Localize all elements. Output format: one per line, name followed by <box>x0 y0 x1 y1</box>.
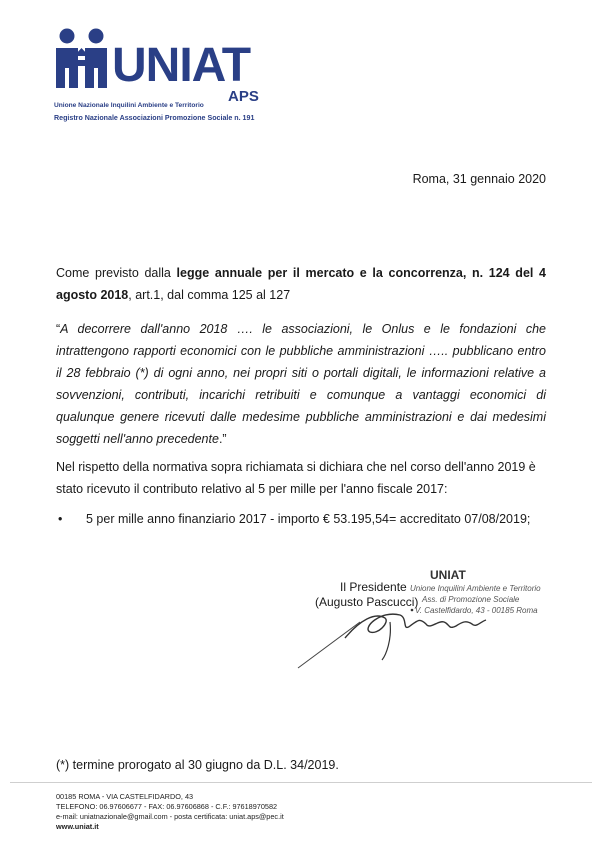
signature-block <box>290 560 540 670</box>
uniat-logo <box>52 26 312 122</box>
intro-text: Come previsto dalla <box>56 266 177 280</box>
brand-subtitle: Unione Nazionale Inquilini Ambiente e Territorio <box>54 102 204 109</box>
intro-text-end: , art.1, dal comma 125 al 127 <box>128 288 291 302</box>
letter-date: Roma, 31 gennaio 2020 <box>412 172 546 186</box>
law-quote <box>56 318 546 450</box>
footer-address: 00185 ROMA - VIA CASTELFIDARDO, 43 <box>56 792 194 801</box>
footer-phones: TELEFONO: 06.97606677 - FAX: 06.97606868 - C.F.: 97618970582 <box>56 802 278 811</box>
stamp-line: V. Castelfidardo, 43 - 00185 Roma <box>415 606 538 615</box>
people-house-logo-icon <box>52 26 112 96</box>
footer <box>56 792 284 832</box>
handwritten-signature-icon <box>290 560 540 670</box>
footer-divider <box>10 782 592 783</box>
quote-body: A decorrere dall'anno 2018 …. le associazioni, le Onlus e le fondazioni che intrattengono rapporti economici con le pubbliche amministrazioni ….. pubblicano entro il 28 febbraio (*) di ogni anno, nei propri siti o portali digitali, le informazioni relative a sovvenzioni, contributi, incarichi retribuiti e comunque a vantaggi economici di qualunque genere ricevuti dalle medesime pubbliche amministrazioni e dai medesimi soggetti nell'anno precedente <box>56 322 546 446</box>
law-reference: legge annuale per il mercato e la concorrenza, n. 124 del 4 agosto 2018 <box>56 266 546 302</box>
signer-role: Il Presidente <box>340 580 407 594</box>
brand-name: UNIAT <box>112 39 251 92</box>
footnote: (*) termine prorogato al 30 giugno da D.L. 34/2019. <box>56 758 339 772</box>
intro-paragraph <box>56 262 546 306</box>
contribution-item: 5 per mille anno finanziario 2017 - importo € 53.195,54= accreditato 07/08/2019; <box>86 512 531 526</box>
brand-suffix: APS <box>228 88 259 105</box>
footer-emails: e-mail: uniatnazionale@gmail.com - posta certificata: uniat.aps@pec.it <box>56 812 284 821</box>
quote-open: “ <box>56 322 61 336</box>
footer-website: www.uniat.it <box>56 822 99 831</box>
declaration-paragraph: Nel rispetto della normativa sopra richiamata si dichiara che nel corso dell'anno 2019 è stato ricevuto il contributo relativo al 5 per mille per l'anno fiscale 2017: <box>56 460 536 496</box>
stamp-line: Ass. di Promozione Sociale <box>422 595 520 604</box>
stamp-line: Unione Inquilini Ambiente e Territorio <box>410 584 541 593</box>
stamp-title: UNIAT <box>430 568 466 582</box>
registry-line: Registro Nazionale Associazioni Promozione Sociale n. 191 <box>54 114 255 122</box>
bullet-mark: • <box>58 512 63 526</box>
quote-close: .” <box>218 432 227 446</box>
signer-name: (Augusto Pascucci) <box>315 595 419 609</box>
